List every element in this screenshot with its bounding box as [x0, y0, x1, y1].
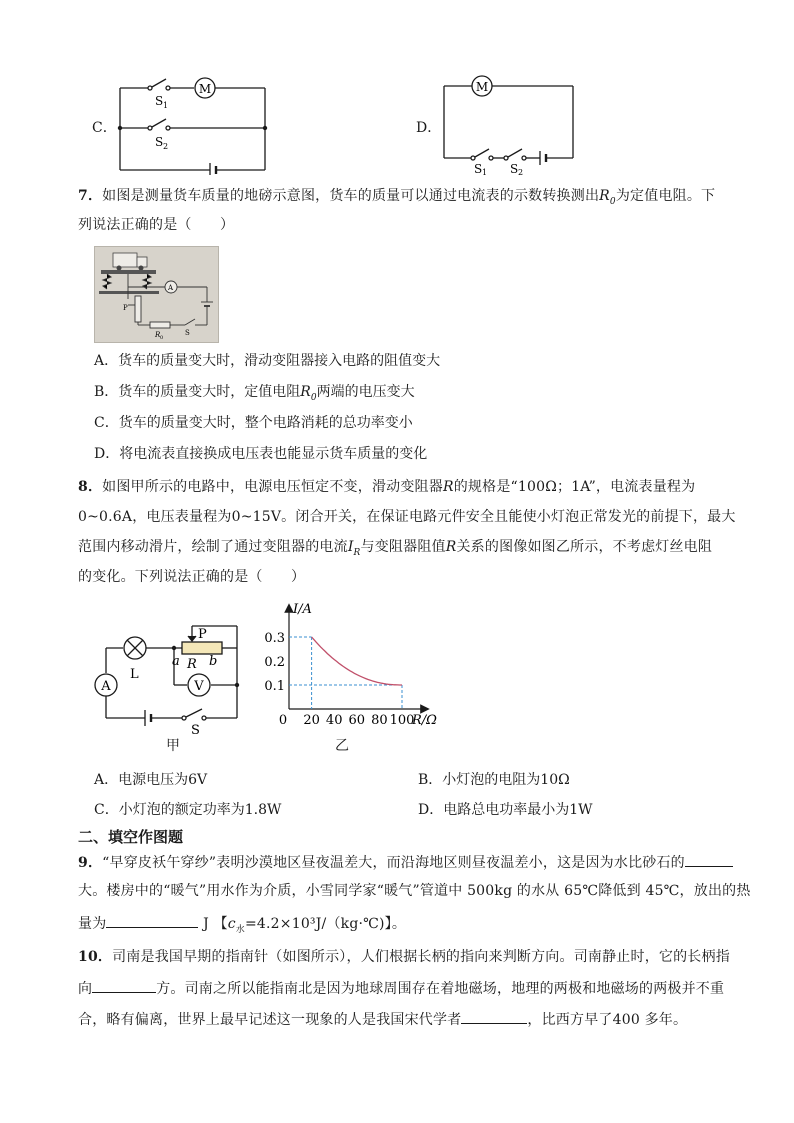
answer-blank-1[interactable]	[685, 851, 733, 867]
stem-text: 如图是测量货车质量的地磅示意图，货车的质量可以通过电流表的示数转换测出	[102, 188, 600, 204]
i-symbol: I	[347, 539, 354, 555]
y-tick-label: 0.1	[264, 679, 285, 694]
x-tick-label: 0	[278, 713, 288, 728]
question-8-option-d[interactable]: D．电路总电功率最小为1W	[418, 802, 593, 818]
option-b-r0: R	[300, 384, 311, 400]
stem-text: 量为	[78, 916, 107, 932]
stem-text-end: 的规格是“100Ω；1A”，电流表量程为	[453, 479, 696, 495]
switch-sub-s1-c: 1	[163, 101, 169, 110]
question-7-option-d[interactable]: D．将电流表直接换成电压表也能显示货车质量的变化	[94, 446, 428, 462]
x-tick-label: 20	[303, 713, 320, 728]
r-symbol: R	[442, 479, 454, 495]
question-8-line3	[78, 537, 712, 563]
question-10-line3	[78, 1008, 687, 1030]
question-number: 7．	[78, 188, 103, 204]
stem-text-end: =4.2×10³J/（kg·℃)】。	[244, 916, 407, 932]
weighbridge-photo	[94, 246, 219, 343]
circuit-diagram-jia	[88, 618, 248, 738]
question-9-line2: 大。楼房中的“暖气”用水作为介质，小雪同学家“暖气”管道中 500kg 的水从 65℃降低到 45℃，放出的热	[78, 883, 751, 899]
stem-text: 向	[78, 981, 93, 997]
c-subscript: 水	[235, 924, 245, 935]
question-8-line4: 的变化。下列说法正确的是（ ）	[78, 569, 306, 585]
y-tick-label: 0.3	[264, 631, 285, 646]
question-10-line1	[78, 947, 730, 967]
question-number: 8．	[78, 479, 103, 495]
answer-blank-4[interactable]	[461, 1008, 527, 1024]
option-c-label: C．	[92, 120, 117, 136]
caption-yi: 乙	[335, 738, 349, 754]
question-9-line1	[78, 851, 733, 873]
stem-text-end: 为定值电阻。下	[615, 188, 716, 204]
circuit-label-l: L	[130, 667, 139, 682]
current-curve	[312, 637, 402, 685]
stem-text: 合，略有偏离，世界上最早记述这一现象的人是我国宋代学者	[78, 1012, 462, 1028]
option-b-text-end: 两端的电压变大	[316, 384, 415, 400]
x-tick-label: 60	[348, 713, 366, 728]
x-tick-label: 80	[371, 713, 388, 728]
circuit-label-s: S	[191, 723, 200, 738]
question-number: 10．	[78, 949, 113, 965]
circuit-label-p: P	[198, 627, 207, 642]
switch-label-s2-c: S	[155, 135, 164, 149]
question-10-line2	[78, 977, 724, 999]
r-symbol: R	[445, 539, 457, 555]
option-b-r0-sub: 0	[310, 392, 317, 403]
option-b-text: B．货车的质量变大时，定值电阻	[94, 384, 301, 400]
option-d-label: D．	[416, 120, 442, 136]
answer-blank-3[interactable]	[92, 977, 156, 993]
r0-subscript: 0	[609, 196, 616, 207]
circuit-label-r: R	[187, 657, 197, 672]
photo-label-ammeter: A	[168, 284, 174, 292]
question-8-line2: 0~0.6A，电压表量程为0~15V。闭合开关，在保证电路元件安全且能使小灯泡正常发光的前提下，最大	[78, 509, 736, 525]
circuit-label-a: a	[172, 654, 180, 669]
i-subscript: R	[353, 547, 361, 558]
switch-label-s1-d: S	[474, 162, 483, 175]
question-number: 9．	[78, 855, 103, 871]
stem-text-end: ，比西方早了400 多年。	[527, 1012, 688, 1028]
question-7-stem-line2: 列说法正确的是（ ）	[78, 217, 235, 233]
question-9-line3	[78, 912, 406, 940]
question-8-option-c[interactable]: C．小灯泡的额定功率为1.8W	[94, 802, 282, 818]
x-tick-label: 100	[389, 713, 415, 728]
caption-jia: 甲	[166, 738, 180, 754]
section-title: 二、填空作图题	[78, 828, 184, 846]
photo-label-p: P	[123, 304, 128, 312]
circuit-diagram-d	[436, 70, 586, 175]
photo-label-switch: S	[185, 329, 190, 337]
stem-text: 范围内移动滑片，绘制了通过变阻器的电流	[78, 539, 348, 555]
motor-label-c: M	[198, 82, 212, 96]
switch-label-s1-c: S	[155, 94, 164, 108]
r0-symbol: R	[599, 188, 610, 204]
y-tick-label: 0.2	[264, 655, 285, 670]
question-7-option-c[interactable]: C．货车的质量变大时，整个电路消耗的总功率变小	[94, 415, 413, 431]
y-axis-label: I/A	[293, 602, 312, 617]
weighbridge-diagram	[95, 247, 218, 342]
answer-blank-2[interactable]	[106, 912, 198, 928]
switch-sub-s2-d: 2	[518, 168, 524, 175]
question-8-line1	[78, 477, 695, 497]
stem-text: “早穿皮袄午穿纱”表明沙漠地区昼夜温差大，而沿海地区则昼夜温差小，这是因为水比砂石的	[102, 855, 685, 871]
unit-text: J 【	[203, 916, 228, 932]
voltmeter-label: V	[194, 679, 204, 694]
c-symbol: c	[227, 916, 236, 932]
stem-text: 如图甲所示的电路中，电源电压恒定不变，滑动变阻器	[102, 479, 443, 495]
x-tick-label: 40	[325, 713, 343, 728]
stem-text-mid: 与变阻器阻值	[360, 539, 446, 555]
question-8-option-a[interactable]: A．电源电压为6V	[94, 772, 208, 788]
x-axis-label: R/Ω	[412, 713, 437, 728]
circuit-diagram-c	[110, 70, 280, 175]
question-8-option-b[interactable]: B．小灯泡的电阻为10Ω	[418, 772, 570, 788]
stem-text-end: 关系的图像如图乙所示，不考虑灯丝电阻	[456, 539, 713, 555]
circuit-label-b: b	[209, 654, 218, 669]
switch-sub-s2-c: 2	[163, 142, 169, 151]
motor-label-d: M	[475, 80, 489, 94]
photo-label-r0-sub: 0	[160, 335, 164, 341]
photo-label-r0: R	[155, 331, 161, 339]
ammeter-label: A	[101, 679, 111, 694]
question-7-stem-line1	[78, 186, 715, 212]
question-7-option-b[interactable]	[94, 382, 415, 408]
switch-sub-s1-d: 1	[482, 168, 488, 175]
current-resistance-chart	[255, 598, 455, 738]
stem-text: 司南是我国早期的指南针（如图所示），人们根据长柄的指向来判断方向。司南静止时，它的长柄指	[112, 949, 730, 965]
question-7-option-a[interactable]: A．货车的质量变大时，滑动变阻器接入电路的阻值变大	[94, 353, 441, 369]
switch-label-s2-d: S	[510, 162, 519, 175]
stem-text-end: 方。司南之所以能指南北是因为地球周围存在着地磁场，地理的两极和地磁场的两极并不重	[156, 981, 725, 997]
